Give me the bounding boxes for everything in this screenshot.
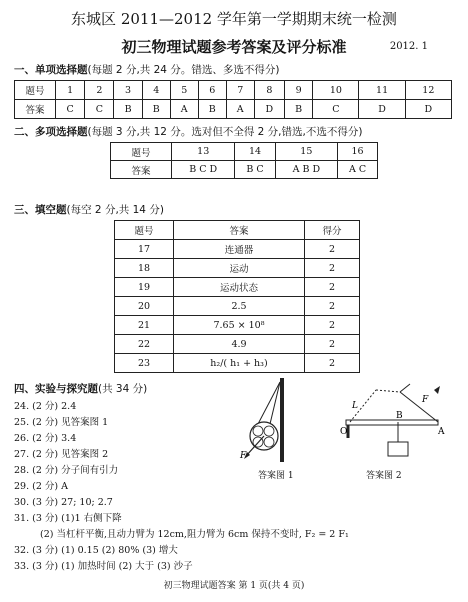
- table-row: [115, 278, 360, 297]
- table-cell: B: [142, 100, 170, 119]
- table-cell: D: [254, 100, 284, 119]
- table-cell: C: [85, 100, 114, 119]
- fig2-label-A: A: [438, 427, 445, 437]
- section2-note: (每题 3 分,共 12 分。选对但不全得 2 分,错选,不选不得分): [87, 126, 363, 138]
- table-cell: 17: [115, 240, 174, 259]
- section1-heading: [14, 62, 279, 77]
- table-cell: 2: [85, 81, 114, 100]
- table-cell: C: [56, 100, 85, 119]
- table-cell: 3: [114, 81, 142, 100]
- table-row: [115, 316, 360, 335]
- table-cell: 16: [338, 143, 378, 161]
- table-cell: 14: [235, 143, 275, 161]
- table-row: [15, 81, 452, 100]
- column-header-answer: 答案: [174, 221, 305, 240]
- table-cell: 2: [305, 316, 360, 335]
- table-cell: 2: [305, 354, 360, 373]
- table-cell: 2: [305, 297, 360, 316]
- table-row: [115, 297, 360, 316]
- table-cell: 10: [313, 81, 359, 100]
- table-row: [115, 354, 360, 373]
- table-cell: 20: [115, 297, 174, 316]
- table-cell: 13: [172, 143, 235, 161]
- table-cell: A: [170, 100, 198, 119]
- table-cell: 7.65 × 10⁸: [174, 316, 305, 335]
- answer-line: 29. (2 分) A: [14, 481, 68, 492]
- table-row: [115, 240, 360, 259]
- answer-line: 27. (2 分) 见答案图 2: [14, 449, 109, 460]
- table-cell: 7: [226, 81, 254, 100]
- answer-line: 25. (2 分) 见答案图 1: [14, 417, 109, 428]
- row-label-answer: 答案: [111, 161, 172, 179]
- document-title: 东城区 2011—2012 学年第一学期期末统一检测: [71, 10, 397, 28]
- table-cell: B: [285, 100, 313, 119]
- table-cell: 2: [305, 278, 360, 297]
- table-cell: 4: [142, 81, 170, 100]
- fig2-label-B: B: [396, 411, 403, 421]
- section3-heading: [14, 202, 164, 217]
- table-cell: 21: [115, 316, 174, 335]
- fig2-label-F: F: [422, 395, 429, 405]
- table-cell: A B D: [275, 161, 338, 179]
- section1-note: (每题 2 分,共 24 分。错选、多选不得分): [87, 64, 280, 76]
- table-cell: 8: [254, 81, 284, 100]
- figure-1-caption: 答案图 1: [258, 471, 294, 481]
- table-cell: A: [226, 100, 254, 119]
- table-cell: B C D: [172, 161, 235, 179]
- section2-heading: [14, 124, 362, 139]
- section2-answer-table: [110, 142, 378, 179]
- column-header-question: 题号: [115, 221, 174, 240]
- section4-note: (共 34 分): [98, 383, 148, 395]
- answer-line: 31. (3 分) (1)1 右侧下降: [14, 513, 122, 524]
- column-header-score: 得分: [305, 221, 360, 240]
- table-row: [15, 100, 452, 119]
- table-cell: 23: [115, 354, 174, 373]
- row-label-answer: 答案: [15, 100, 56, 119]
- answer-line: 24. (2 分) 2.4: [14, 401, 77, 412]
- document-date: 2012. 1: [389, 41, 428, 52]
- table-cell: 2: [305, 240, 360, 259]
- document-subtitle: 初三物理试题参考答案及评分标准: [121, 38, 347, 56]
- table-cell: C: [313, 100, 359, 119]
- table-cell: 18: [115, 259, 174, 278]
- row-label-question: 题号: [111, 143, 172, 161]
- table-header-row: [115, 221, 360, 240]
- table-cell: 2.5: [174, 297, 305, 316]
- table-cell: A C: [338, 161, 378, 179]
- table-cell: 连通器: [174, 240, 305, 259]
- fig2-label-L: L: [352, 401, 358, 411]
- answer-line: 30. (3 分) 27; 10; 2.7: [14, 497, 113, 508]
- table-cell: 9: [285, 81, 313, 100]
- section3-answer-table: [114, 220, 360, 373]
- table-cell: 22: [115, 335, 174, 354]
- table-cell: B C: [235, 161, 275, 179]
- table-row: [111, 161, 378, 179]
- table-cell: D: [359, 100, 405, 119]
- section3-note: (每空 2 分,共 14 分): [66, 204, 164, 216]
- section1-answer-table: [14, 80, 452, 119]
- table-cell: 2: [305, 335, 360, 354]
- table-cell: 15: [275, 143, 338, 161]
- answer-figure-1: [238, 378, 318, 462]
- fig2-label-O: O: [340, 427, 348, 437]
- answer-line: 26. (2 分) 3.4: [14, 433, 77, 444]
- answer-line: 33. (3 分) (1) 加热时间 (2) 大于 (3) 沙子: [14, 561, 193, 572]
- table-cell: 4.9: [174, 335, 305, 354]
- fig1-force-label: F: [240, 451, 247, 461]
- table-cell: 12: [405, 81, 451, 100]
- answer-line: 32. (3 分) (1) 0.15 (2) 80% (3) 增大: [14, 545, 178, 556]
- answer-line: 28. (2 分) 分子间有引力: [14, 465, 119, 476]
- answer-line: (2) 当杠杆平衡,且动力臂为 12cm,阻力臂为 6cm 保持不变时, F₂ = 2 F₁: [40, 529, 349, 540]
- section3-title: 三、填空题: [14, 204, 67, 216]
- row-label-question: 题号: [15, 81, 56, 100]
- table-cell: 19: [115, 278, 174, 297]
- section2-title: 二、多项选择题: [14, 126, 88, 138]
- table-cell: B: [114, 100, 142, 119]
- table-row: [111, 143, 378, 161]
- table-cell: B: [198, 100, 226, 119]
- table-row: [115, 335, 360, 354]
- table-cell: 运动状态: [174, 278, 305, 297]
- figure-2-caption: 答案图 2: [366, 471, 402, 481]
- section4-title: 四、实验与探究题: [14, 383, 98, 395]
- table-cell: 6: [198, 81, 226, 100]
- table-cell: D: [405, 100, 451, 119]
- table-row: [115, 259, 360, 278]
- table-cell: 2: [305, 259, 360, 278]
- table-cell: h₂/( h₁ + h₃): [174, 354, 305, 373]
- section4-heading: [14, 381, 147, 396]
- section1-title: 一、单项选择题: [14, 64, 88, 76]
- table-cell: 1: [56, 81, 85, 100]
- table-cell: 运动: [174, 259, 305, 278]
- table-cell: 5: [170, 81, 198, 100]
- table-cell: 11: [359, 81, 405, 100]
- answer-figure-2: [338, 378, 450, 466]
- page-footer: 初三物理试题答案 第 1 页(共 4 页): [163, 581, 305, 591]
